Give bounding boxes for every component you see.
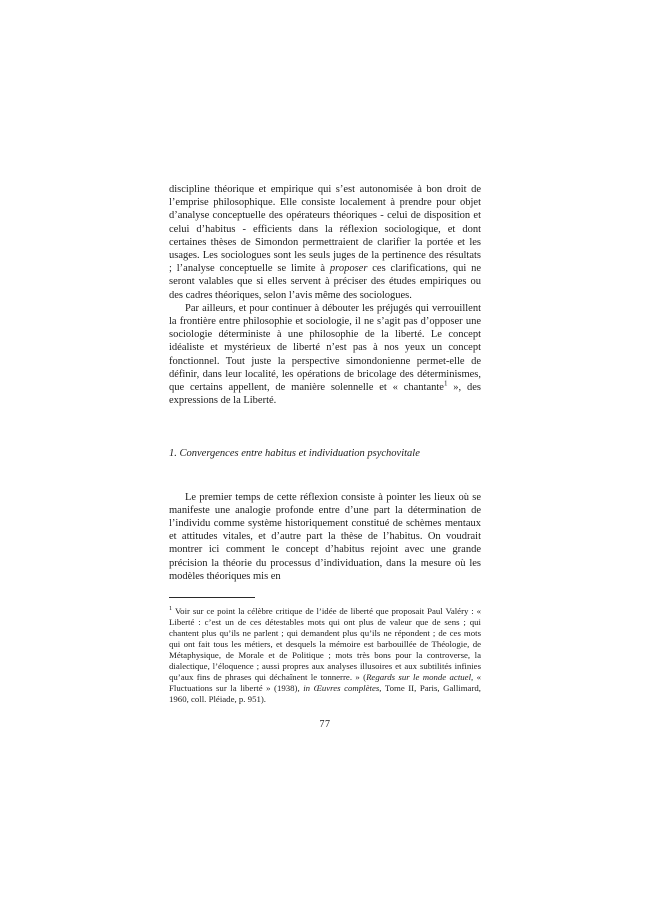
- body-paragraph-3: Le premier temps de cette réflexion consiste à pointer les lieux où se manifeste une analogie profonde entre d’une part la détermination de l’individu comme système historiquement constitué de schèmes mentaux et attitudes vitales, et d’autre part la thèse de l’habitus. On voudrait montrer ici comment le concept d’habitus rejoint avec une grande précision la théorie du processus d’individuation, dans la mesure où les modèles théoriques mis en: [169, 491, 481, 582]
- footnote-reference: 1: [443, 379, 448, 388]
- footnote-text: , Tome II, Paris, Gallimard, 1960, coll. Pléiade, p. 951).: [169, 683, 481, 705]
- italic-term: proposer: [329, 263, 368, 275]
- citation-in: in: [303, 683, 311, 694]
- footnote: [169, 606, 481, 705]
- body-paragraph-2: [169, 302, 481, 408]
- paragraph-text: Par ailleurs, et pour continuer à débouter les préjugés qui verrouillent la frontière entre philosophie et sociologie, il ne s’agit pas d’opposer une sociologie déterministe à une philosophie de la liberté. Le concept idéaliste et mystérieux de liberté n’est pas à nos yeux un concept fonctionnel. Tout juste la perspective simondonienne permet-elle de définir, dans leur localité, les opérations de bricolage des déterminismes, que certains appellent, de manière solennelle et « chantante: [169, 302, 481, 394]
- cited-work-title: Regards sur le monde actuel: [366, 672, 472, 683]
- section-heading: 1. Convergences entre habitus et individuation psychovitale: [169, 448, 420, 460]
- footnote-marker: 1: [169, 605, 173, 613]
- page-number: 77: [319, 719, 331, 731]
- footnote-separator-rule: [169, 597, 255, 598]
- paragraph-text: ces clarifications, qui ne seront valables que si elles servent à préciser des études empiriques ou des cadres théoriques, selon l’avis même des sociologues.: [169, 263, 481, 301]
- footnote-text: , « Fluctuations sur la liberté » (1938),: [169, 672, 482, 694]
- footnote-text: Voir sur ce point la célèbre critique de l’idée de liberté que proposait Paul Valéry : « Liberté : c’est un de ces détestables mots qui ont plus de valeur que de sens ; qui chantent plus qu’ils ne parlent ; qui demandent plus qu’ils ne répondent ; de ces mots qui ont fait tous les métiers, et desquels la mémoire est barbouillée de Théologie, de Métaphysique, de Morale et de Politique ; mots très bons pour la controverse, la dialectique, l’éloquence ; aussi propres aux analyses illusoires et aux subtilités infinies qu’aux fins de phrases qui déchaînent le tonnerre. » (: [169, 606, 481, 683]
- body-paragraph-1: [169, 183, 481, 302]
- text-column: [169, 183, 481, 730]
- cited-work-title: Œuvres complètes: [313, 683, 380, 694]
- paragraph-text: », des expressions de la Liberté.: [169, 382, 481, 407]
- paragraph-text: discipline théorique et empirique qui s’est autonomisée à bon droit de l’emprise philosophique. Elle consiste localement à prendre pour objet d’analyse conceptuelle des opérateurs théoriques - celui de disposition et celui d’habitus - efficients dans la réflexion sociologique, et dont certaines thèses de Simondon permettraient de clarifier la portée et les usages. Les sociologues sont les seuls juges de la pertinence des résultats ; l’analyse conceptuelle se limite à: [169, 184, 481, 275]
